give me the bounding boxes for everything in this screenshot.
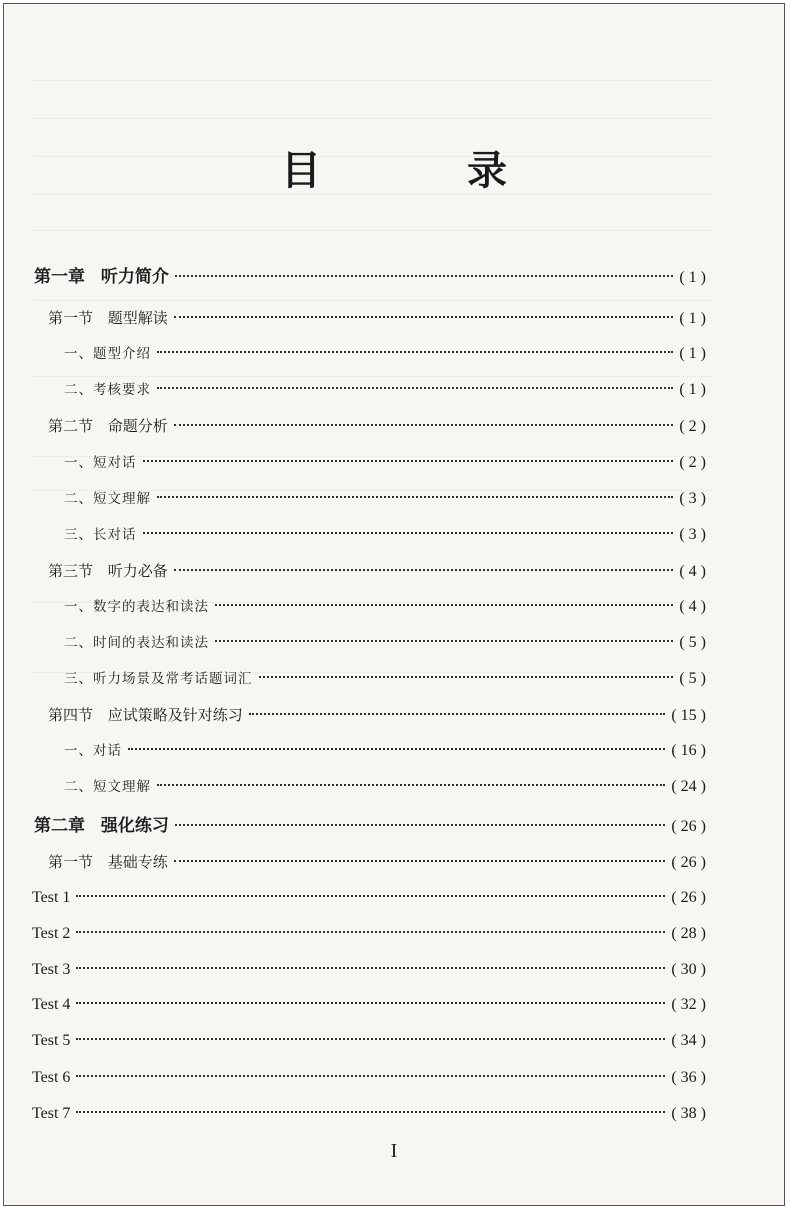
dot-leader [259, 675, 674, 678]
toc-entry-page: ( 4 ) [679, 563, 706, 580]
toc-entry-item [64, 666, 706, 692]
toc-entry-label: Test 7 [32, 1105, 71, 1122]
dot-leader [76, 930, 665, 933]
dot-leader [76, 1110, 665, 1113]
dot-leader [157, 495, 673, 498]
toc-entry-label: 第二节 命题分析 [48, 417, 168, 435]
dot-leader [76, 966, 665, 969]
toc-entry-chapter-1 [34, 264, 706, 290]
toc-entry-item [64, 630, 706, 656]
dot-leader [249, 712, 666, 715]
toc-entry-item [64, 341, 706, 367]
toc-entry-page: ( 38 ) [671, 1105, 706, 1122]
dot-leader [143, 459, 674, 462]
toc-entry-label: 一、数字的表达和读法 [64, 599, 209, 615]
toc-entry-test [32, 957, 706, 983]
toc-entry-page: ( 3 ) [679, 526, 706, 543]
dot-leader [76, 1037, 665, 1040]
toc-entry-page: ( 28 ) [671, 925, 706, 942]
toc-entry-page: ( 5 ) [679, 634, 706, 651]
toc-entry-label: Test 1 [32, 889, 71, 906]
toc-entry-label: Test 3 [32, 961, 71, 978]
toc-entry-page: ( 26 ) [671, 889, 706, 906]
toc-entry-label: 二、短文理解 [64, 779, 151, 795]
toc-entry-label: 第一节 基础专练 [48, 853, 168, 871]
dot-leader [76, 894, 665, 897]
dot-leader [174, 315, 674, 318]
toc-entry-section [48, 305, 706, 331]
toc-entry-page: ( 34 ) [671, 1032, 706, 1049]
dot-leader [157, 783, 665, 786]
dot-leader [76, 1001, 665, 1004]
dot-leader [157, 350, 673, 353]
dot-leader [174, 859, 666, 862]
toc-entry-item [64, 594, 706, 620]
table-of-contents [4, 4, 784, 1205]
toc-entry-item [64, 774, 706, 800]
toc-entry-test [32, 1101, 706, 1127]
dot-leader [157, 386, 673, 389]
toc-entry-page: ( 1 ) [679, 345, 706, 362]
toc-entry-section [48, 702, 706, 728]
toc-entry-label: 一、题型介绍 [64, 346, 151, 362]
toc-entry-page: ( 1 ) [679, 310, 706, 327]
toc-entry-page: ( 2 ) [679, 418, 706, 435]
toc-entry-item [64, 377, 706, 403]
toc-entry-test [32, 921, 706, 947]
dot-leader [76, 1074, 665, 1077]
dot-leader [174, 423, 674, 426]
toc-entry-page: ( 1 ) [679, 381, 706, 398]
dot-leader [175, 823, 665, 826]
toc-entry-page: ( 26 ) [671, 818, 706, 835]
toc-entry-label: 第二章 强化练习 [34, 816, 169, 836]
toc-entry-page: ( 5 ) [679, 670, 706, 687]
toc-entry-page: ( 30 ) [671, 961, 706, 978]
toc-entry-page: ( 36 ) [671, 1069, 706, 1086]
book-page [3, 3, 785, 1206]
dot-leader [174, 568, 674, 571]
toc-entry-label: 第四节 应试策略及针对练习 [48, 706, 243, 724]
dot-leader [215, 639, 673, 642]
toc-entry-label: Test 6 [32, 1069, 71, 1086]
toc-entry-page: ( 2 ) [679, 454, 706, 471]
toc-entry-label: 三、长对话 [64, 527, 137, 543]
toc-entry-label: Test 2 [32, 925, 71, 942]
dot-leader [215, 603, 673, 606]
toc-entry-test [32, 992, 706, 1018]
toc-entry-item [64, 522, 706, 548]
dot-leader [128, 747, 665, 750]
toc-entry-section [48, 413, 706, 439]
toc-entry-page: ( 15 ) [671, 707, 706, 724]
toc-entry-label: 第三节 听力必备 [48, 562, 168, 580]
toc-entry-test [32, 885, 706, 911]
toc-entry-page: ( 26 ) [671, 854, 706, 871]
toc-entry-label: 二、短文理解 [64, 491, 151, 507]
toc-entry-label: Test 5 [32, 1032, 71, 1049]
toc-entry-label: 一、对话 [64, 743, 122, 759]
toc-entry-label: 二、考核要求 [64, 382, 151, 398]
toc-entry-item [64, 738, 706, 764]
toc-entry-chapter-2 [34, 813, 706, 839]
toc-entry-page: ( 4 ) [679, 598, 706, 615]
dot-leader [143, 531, 674, 534]
toc-entry-section [48, 849, 706, 875]
page-number: I [390, 1140, 398, 1162]
toc-entry-label: Test 4 [32, 996, 71, 1013]
toc-entry-label: 第一节 题型解读 [48, 309, 168, 327]
toc-entry-test [32, 1028, 706, 1054]
dot-leader [175, 274, 673, 277]
page-title: 目 录 [281, 148, 573, 194]
toc-entry-page: ( 32 ) [671, 996, 706, 1013]
toc-entry-page: ( 3 ) [679, 490, 706, 507]
toc-entry-label: 一、短对话 [64, 455, 137, 471]
toc-entry-label: 三、听力场景及常考话题词汇 [64, 671, 253, 687]
toc-entry-label: 二、时间的表达和读法 [64, 635, 209, 651]
toc-entry-item [64, 486, 706, 512]
toc-entry-item [64, 450, 706, 476]
toc-entry-page: ( 1 ) [679, 269, 706, 286]
toc-entry-test [32, 1065, 706, 1091]
toc-entry-page: ( 16 ) [671, 742, 706, 759]
toc-entry-page: ( 24 ) [671, 778, 706, 795]
toc-entry-label: 第一章 听力简介 [34, 267, 169, 287]
toc-entry-section [48, 558, 706, 584]
